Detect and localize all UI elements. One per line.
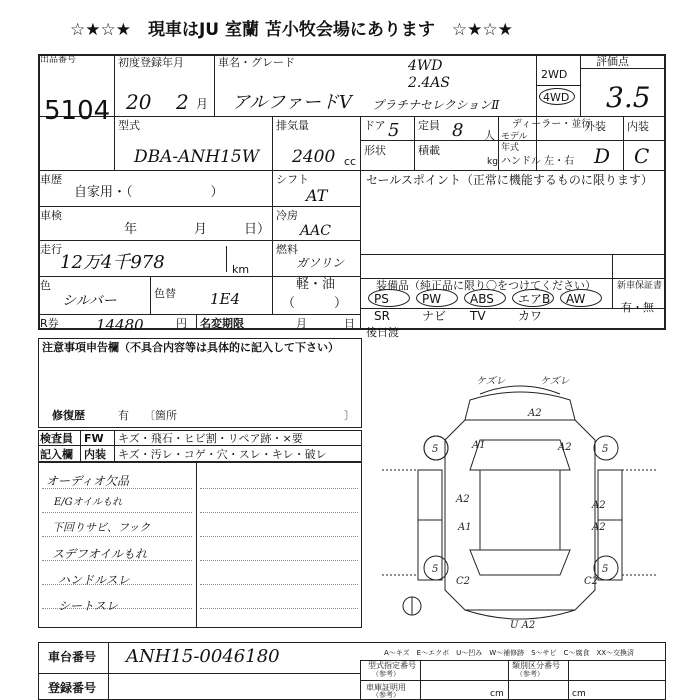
inspection-month: 月 [194,222,208,237]
exterior-label: 外装 [584,120,606,133]
mark-a2-side-r2: A2 [592,522,606,533]
mark-front-1: ケズレ [476,376,506,387]
car-name-label: 車名・グレード [218,56,295,69]
warranty-value: 有・無 [621,301,654,314]
mileage-unit: km [232,263,250,276]
model-value: DBA-ANH15W [134,147,260,167]
mark-a2-front: A2 [528,408,542,419]
car-engine: 2.4AS [408,75,450,91]
aircon-label: 冷房 [276,209,298,222]
mark-five-1: 5 [432,444,439,455]
history-value: 自家用・（ ） [74,185,224,200]
equipment-item: TV [470,309,486,323]
aircon-value: AAC [300,223,331,239]
repair-part: 〔箇所 [144,409,177,422]
equipment-circle [560,289,602,307]
handle-label: ハンドル 左・右 [501,156,575,167]
car-drive: 4WD [408,58,443,74]
post-seat-label: 後日渡 [366,326,399,339]
remark-5: ハンドルスレ [58,573,130,587]
exterior-value: D [594,144,611,168]
class-no-label: 類別区分番号 [512,661,560,670]
name-change-label: 名変期限 [200,317,244,330]
equipment-item: PS [374,292,389,306]
equipment-label: 装備品（純正品に限り〇をつけてください） [376,279,596,292]
mark-sub: U A2 [510,620,536,631]
remark-6: シートスレ [58,599,118,613]
first-reg-month: 2 [176,90,189,114]
checker-label: 検査員 [40,432,73,445]
equipment-item: PW [422,292,442,306]
chassis-label: 車台番号 [48,650,97,664]
score-value: 3.5 [606,81,651,114]
history-label: 車歴 [40,173,62,186]
entry-items: キズ・汚レ・コゲ・穴・スレ・キレ・破レ [118,448,327,461]
color-change-value: 1E4 [210,290,241,308]
repair-end: 〕 [344,409,355,422]
checker-fw: FW [84,432,104,445]
mark-a2-side-l: A2 [456,494,470,505]
car-grade: プラチナセレクションⅡ [372,98,500,112]
interior-label: 内装 [627,120,649,133]
name-change-day: 日 [344,317,355,330]
reg-number-label: 登録番号 [48,681,97,695]
displacement-value: 2400 [292,147,336,167]
mark-front-2: ケズレ [540,376,570,387]
mark-a2-right: A2 [558,442,572,453]
dealer-label: ディーラー・並行 [512,119,592,130]
remark-4: スデフオイルもれ [52,547,148,561]
length-ref: （参考） [372,691,400,699]
model-label: 型式 [118,119,140,132]
shift-label: シフト [276,173,309,186]
displacement-unit: cc [344,155,357,168]
cm-2: cm [572,689,586,699]
r-ken-value: 14480 [96,316,144,334]
mileage-value: 12万4千978 [60,252,165,273]
mark-a2-side-r: A2 [592,500,606,511]
doors-value: 5 [388,120,400,141]
lot-label: 出品番号 [40,55,77,65]
mark-five-3: 5 [432,564,439,575]
sales-point-label: セールスポイント（正常に機能するものに限ります） [366,173,653,187]
name-change-month: 月 [296,317,307,330]
mark-c2-r: C2 [584,576,599,587]
entry-label: 記入欄 [40,448,73,461]
notes-label: 注意事項申告欄（不具合内容等は具体的に記入して下さい） [42,341,339,354]
lot-number: 5104 [44,96,111,126]
capacity-unit: 人 [484,129,495,142]
equipment-item: ABS [470,292,494,306]
score-label: 評価点 [596,55,629,68]
checker-items: キズ・飛石・ヒビ割・リペア跡・×要 [118,432,303,445]
shape-label: 形状 [364,144,386,157]
inspection-year: 年 [124,222,138,237]
r-ken-label: R券 [40,317,59,330]
equipment-row2 [370,309,610,325]
equipment-circle [464,289,506,307]
drive-2wd: 2WD [541,68,568,81]
equipment-item: ナビ [422,309,447,323]
shift-value: AT [306,186,328,205]
load-unit: kg [487,157,498,167]
drive-4wd: 4WD [543,91,570,104]
fuel-value: ガソリン [296,256,345,270]
mark-a1-side-l: A1 [458,522,472,533]
diagram-legend: A～キズ E～エクボ U～凹み W～補修跡 S～サビ C～腐食 XX～交換済 [384,649,635,657]
mark-a1-left: A1 [472,440,486,451]
color-value: シルバー [62,293,117,309]
mark-c2-l: C2 [456,576,471,587]
mark-five-4: 5 [602,564,609,575]
class-ref: （参考） [516,670,544,678]
first-reg-label: 初度登録年月 [118,56,184,69]
model-cert-ref: （参考） [372,670,400,678]
displacement-label: 排気量 [276,119,309,132]
r-ken-unit: 円 [176,317,187,330]
entry-sub: 内装 [84,448,106,461]
inspection-label: 車検 [40,209,62,222]
equipment-item: エアB [518,292,551,306]
load-label: 積載 [418,144,440,157]
color-change-label: 色替 [154,287,176,300]
inspection-day: 日） [244,222,271,237]
remark-1: オーディオ欠品 [46,474,130,488]
warranty-label: 新車保証書 [617,281,663,291]
mileage-label: 走行 [40,243,62,256]
model-year-label2: 年式 [501,143,520,153]
remark-3: 下回りサビ、フック [52,521,151,534]
cm-1: cm [490,689,504,699]
equipment-item: AW [566,292,586,306]
car-diagram [370,370,670,638]
equipment-circle [416,289,458,307]
car-name-value: アルファードV [232,92,352,113]
fuel-opt2: 軽・油 [296,277,336,292]
equipment-circle [512,289,554,307]
chassis-value: ANH15-0046180 [126,646,280,667]
repair-label: 修復歴 [52,409,85,422]
fuel-label: 燃料 [276,243,298,256]
equipment-item: SR [374,309,390,323]
doors-label: ドア [364,119,386,132]
repair-value: 有 [118,409,129,422]
equipment-circle [368,289,410,307]
color-label: 色 [40,279,51,292]
capacity-label: 定員 [418,119,440,132]
equipment-item: カワ [518,309,543,323]
interior-value: C [634,144,650,168]
remark-2: E/Gオイルもれ [54,497,123,508]
first-reg-year: 20 [126,90,152,114]
capacity-value: 8 [452,120,464,141]
fuel-opt3: （ ） [282,296,348,311]
model-year-label1: モデル [501,132,528,142]
model-cert-label: 型式指定番号 [368,661,416,670]
mark-five-2: 5 [602,444,609,455]
first-reg-month-unit: 月 [196,97,209,111]
equipment-row1 [370,292,610,308]
banner-title: ☆★☆★ 現車はJU 室蘭 苫小牧会場にあります ☆★☆★ [70,20,513,40]
length-label: 車庫証明用 [366,683,406,692]
